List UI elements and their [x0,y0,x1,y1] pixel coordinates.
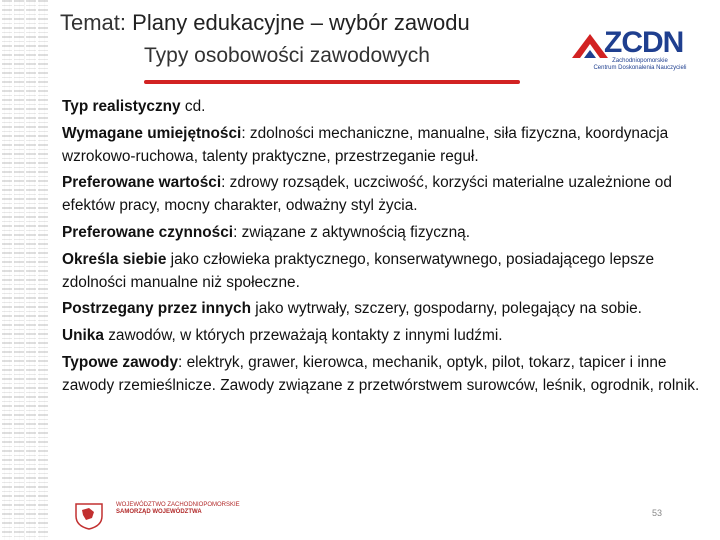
paragraph-text: : elektryk, grawer, kierowca, mechanik, optyk, pilot, tokarz, tapicer i inne zawody rzemieślnicze. Zawody związane z przetwórstwem surowców, leśnik, ogrodnik, rolnik. [62,353,700,394]
decorative-text-strip [0,0,48,540]
paragraph-bold: Preferowane czynności [62,223,234,241]
logo-name: ZCDN [604,26,684,59]
paragraph-text: : zdolności mechaniczne, manualne, siła fizyczna, koordynacja wzrokowo-ruchowa, talenty praktyczne, przestrzeganie reguł. [62,124,669,165]
footer-org-line2: SAMORZĄD WOJEWÓDZTWA [116,509,202,515]
paragraph [62,96,710,119]
paragraph [62,249,710,295]
paragraph-bold: Preferowane wartości [62,174,222,192]
paragraph-bold: Określa siebie [62,250,167,268]
paragraph-text: : związane z aktywnością fizyczną. [233,223,471,241]
page-number: 53 [652,508,663,518]
footer-org-text [116,502,240,516]
title-label: Temat: [60,10,127,35]
paragraph [62,352,710,398]
griffin-emblem-icon [72,500,106,530]
paragraph-text: cd. [180,98,206,115]
paragraph [62,222,710,245]
paragraph-text: jako wytrwały, szczery, gospodarny, polegający na sobie. [251,300,642,318]
paragraph-bold: Postrzegany przez innych [62,300,252,318]
logo-subtitle [592,58,688,72]
paragraph-bold: Unika [62,327,104,345]
paragraph-bold: Typ realistyczny [62,98,181,115]
paragraph-bold: Wymagane umiejętności [62,124,242,142]
paragraph-text: jako człowieka praktycznego, konserwatywnego, posiadającego lepsze zdolności manualne niż społeczne. [62,250,655,291]
zcdn-logo [570,26,687,80]
content-body [62,96,710,402]
page-subtitle: Typy osobowości zawodowych [144,44,430,67]
footer-logo [72,498,240,532]
page-title [60,10,560,36]
logo-subtitle-line2: Centrum Doskonalenia Nauczycieli [593,65,687,71]
paragraph-bold: Typowe zawody [62,353,179,371]
paragraph [62,123,710,169]
footer-org-line1: WOJEWÓDZTWO ZACHODNIOPOMORSKIE [116,502,240,508]
logo-subtitle-line1: Zachodniopomorskie [612,58,668,64]
paragraph-text: zawodów, w których przeważają kontakty z innymi ludźmi. [103,327,503,345]
paragraph-text: : zdrowy rozsądek, uczciwość, korzyści materialne uzależnione od efektów pracy, mocny charakter, odważny styl życia. [62,174,672,215]
title-text: Plany edukacyjne – wybór zawodu [132,10,470,35]
paragraph [62,298,710,321]
paragraph [62,172,710,218]
paragraph [62,325,710,348]
title-underline [144,80,520,84]
